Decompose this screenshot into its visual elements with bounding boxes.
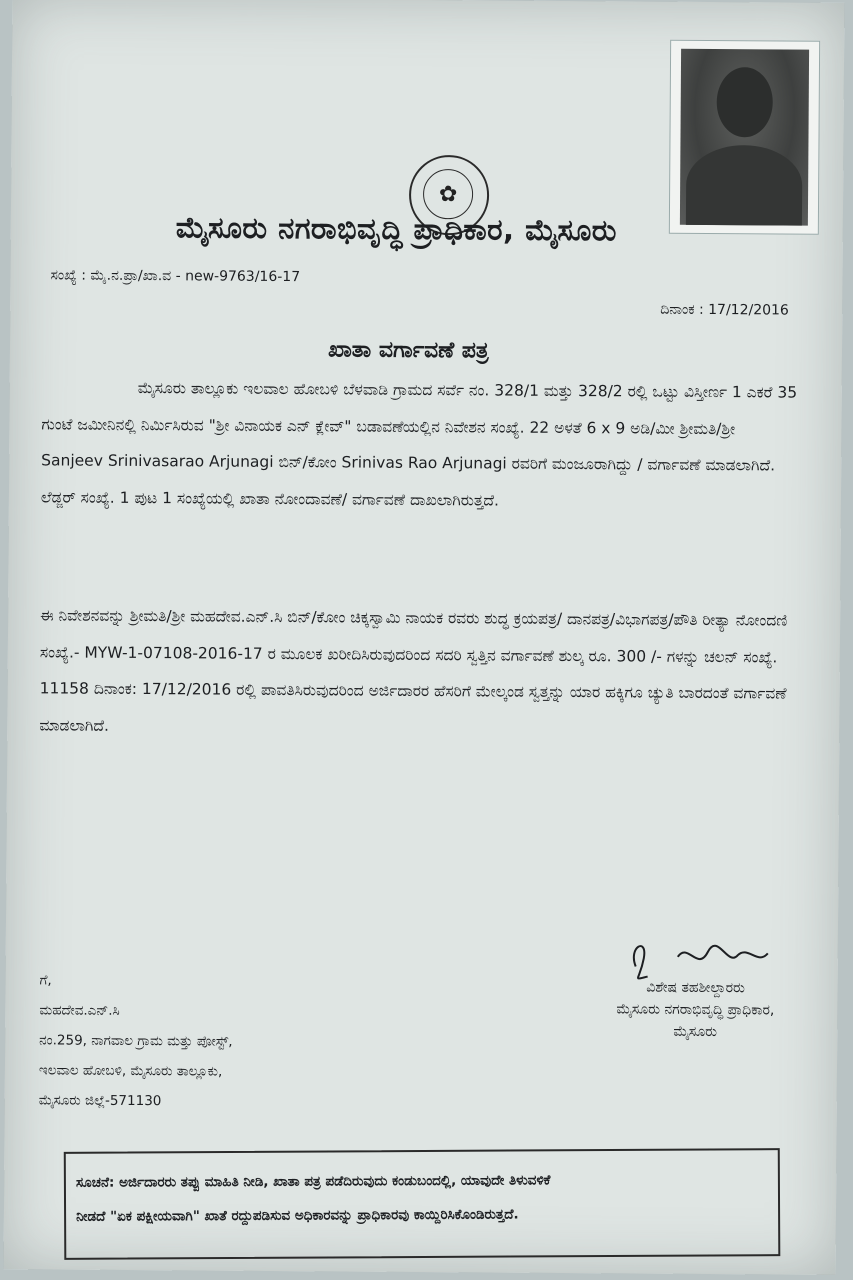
page-title: ಮೈಸೂರು ನಗರಾಭಿವೃದ್ಧಿ ಪ್ರಾಧಿಕಾರ, ಮೈಸೂರು bbox=[175, 210, 618, 248]
addressee-line-1: ನಂ.259, ನಾಗವಾಲ ಗ್ರಾಮ ಮತ್ತು ಪೋಸ್ಟ್, bbox=[39, 1032, 233, 1050]
signatory-designation: ವಿಶೇಷ ತಹಶೀಲ್ದಾರರು bbox=[646, 979, 745, 997]
photo-shoulders bbox=[686, 145, 803, 226]
applicant-photo bbox=[669, 40, 820, 235]
addressee-line-2: ಇಲವಾಲ ಹೋಬಳಿ, ಮೈಸೂರು ತಾಲ್ಲೂಕು, bbox=[38, 1062, 223, 1080]
photo-image bbox=[680, 49, 809, 226]
addressee-block bbox=[39, 965, 234, 1116]
body-paragraph-1: ಮೈಸೂರು ತಾಲ್ಲೂಕು ಇಲವಾಲ ಹೋಬಳಿ ಬೆಳವಾಡಿ ಗ್ರಾಮದ ಸರ್ವೆ ನಂ. 328/1 ಮತ್ತು 328/2 ರಲ್ಲಿ ಒಟ್ಟು ವಿಸ್ತೀರ್ಣ 1 ಎಕರೆ 35 ಗುಂಟೆ ಜಮೀನಿನಲ್ಲಿ ನಿರ್ಮಿಸಿರುವ "ಶ್ರೀ ವಿನಾಯಕ ಎನ್ ಕ್ಲೇವ್" ಬಡಾವಣೆಯಲ್ಲಿನ ನಿವೇಶನ ಸಂಖ್ಯೆ. 22 ಅಳತೆ 6 x 9 ಅಡಿ/ಮೀ ಶ್ರೀಮತಿ/ಶ್ರೀ Sanjeev Srinivasarao Arjunagi ಬಿನ್/ಕೋಂ Srinivas Rao Arjunagi ರವರಿಗೆ ಮಂಜೂರಾಗಿದ್ದು / ವರ್ಗಾವಣೆ ಮಾಡಲಾಗಿದೆ. ಲೆಡ್ಜರ್ ಸಂಖ್ಯೆ. 1 ಪುಟ 1 ಸಂಖ್ಯೆಯಲ್ಲಿ ಖಾತಾ ನೋಂದಾವಣೆ/ ವರ್ಗಾವಣೆ ದಾಖಲಾಗಿರುತ್ತದೆ. bbox=[40, 378, 798, 510]
reference-number: ಸಂಖ್ಯೆ : ಮೈ.ನ.ಪ್ರಾ/ಖಾ.ವ - new-9763/16-17 bbox=[50, 267, 301, 286]
signatory-block bbox=[550, 976, 840, 1044]
signatory-org: ಮೈಸೂರು ನಗರಾಭಿವೃದ್ಧಿ ಪ್ರಾಧಿಕಾರ, bbox=[616, 1001, 775, 1019]
note-line-1: ಸೂಚನೆ: ಅರ್ಜಿದಾರರು ತಪ್ಪು ಮಾಹಿತಿ ನೀಡಿ, ಖಾತಾ ಪತ್ರ ಪಡೆದಿರುವುದು ಕಂಡುಬಂದಲ್ಲಿ, ಯಾವುದೇ ತಿಳುವಳಿಕೆ bbox=[75, 1172, 551, 1191]
document-subject: ಖಾತಾ ವರ್ಗಾವಣೆ ಪತ್ರ bbox=[327, 337, 489, 364]
photo-face bbox=[716, 67, 772, 137]
body-paragraph-2: ಈ ನಿವೇಶನವನ್ನು ಶ್ರೀಮತಿ/ಶ್ರೀ ಮಹದೇವ.ಎನ್.ಸಿ ಬಿನ್/ಕೋಂ ಚಿಕ್ಕಸ್ವಾಮಿ ನಾಯಕ ರವರು ಶುದ್ಧ ಕ್ರಯಪತ್ರ/ ದಾನಪತ್ರ/ವಿಭಾಗಪತ್ರ/ಪೌತಿ ರೀತ್ಯಾ ನೋಂದಣಿ ಸಂಖ್ಯೆ.- MYW-1-07108-2016-17 ರ ಮೂಲಕ ಖರೀದಿಸಿರುವುದರಿಂದ ಸದರಿ ಸ್ವತ್ತಿನ ವರ್ಗಾವಣೆ ಶುಲ್ಕ ರೂ. 300 /- ಗಳನ್ನು ಚಲನ್ ಸಂಖ್ಯೆ. 11158 ದಿನಾಂಕ: 17/12/2016 ರಲ್ಲಿ ಪಾವತಿಸಿರುವುದರಿಂದ ಅರ್ಜಿದಾರರ ಹೆಸರಿಗೆ ಮೇಲ್ಕಂಡ ಸ್ವತ್ತನ್ನು ಯಾರ ಹಕ್ಕಿಗೂ ಚ್ಯುತಿ ಬಾರದಂತೆ ವರ್ಗಾವಣೆ ಮಾಡಲಾಗಿದೆ. bbox=[39, 606, 788, 735]
seal-emblem-icon: ✿ bbox=[423, 169, 473, 219]
addressee-line-3: ಮೈಸೂರು ಜಿಲ್ಲೆ-571130 bbox=[38, 1092, 162, 1110]
note-box bbox=[64, 1148, 781, 1260]
note-line-2: ನೀಡದೆ "ಏಕ ಪಕ್ಷೀಯವಾಗಿ" ಖಾತೆ ರದ್ದುಪಡಿಸುವ ಅಧಿಕಾರವನ್ನು ಪ್ರಾಧಿಕಾರವು ಕಾಯ್ದಿರಿಸಿಕೊಂಡಿರುತ್ತದೆ. bbox=[76, 1206, 519, 1225]
issue-date: ದಿನಾಂಕ : 17/12/2016 bbox=[660, 301, 789, 319]
signatory-city: ಮೈಸೂರು bbox=[673, 1023, 718, 1041]
addressee-to: ಗೆ, bbox=[39, 972, 52, 989]
document-sheet bbox=[4, 0, 845, 1275]
addressee-name: ಮಹದೇವ.ಎನ್.ಸಿ bbox=[39, 1002, 120, 1019]
